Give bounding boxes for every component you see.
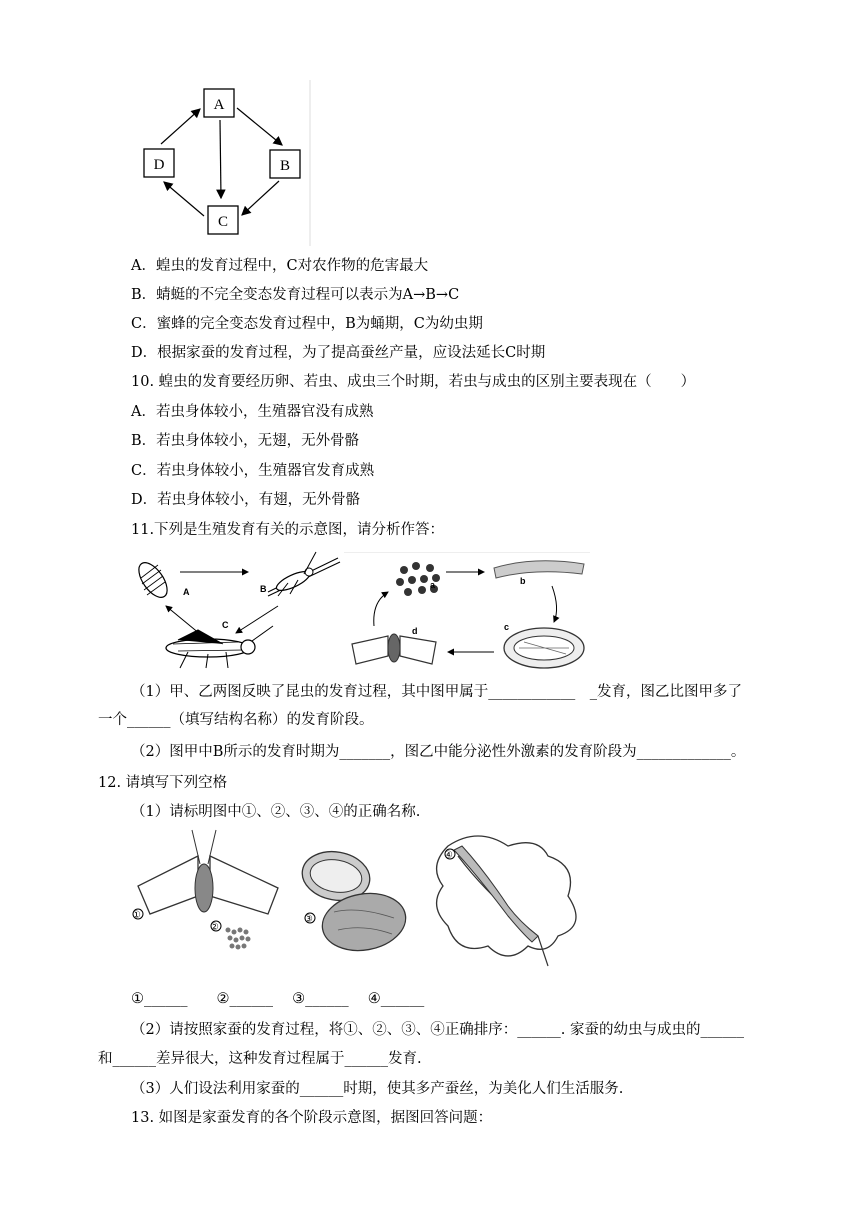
fig-label-c: C — [222, 620, 229, 630]
node-d-label: D — [153, 157, 165, 173]
q12-answer-blanks: ①______ ②______ ③______ ④______ — [131, 991, 425, 1007]
arrow-a-b — [237, 108, 282, 145]
fig-label-lower-d: d — [412, 626, 418, 636]
arrow-c-d — [164, 182, 204, 216]
egg-pod-icon — [133, 558, 172, 602]
q11-part1-line2: 一个______（填写结构名称）的发育阶段。 — [98, 712, 374, 728]
q13-stem: 13. 如图是家蚕发育的各个阶段示意图，据图回答问题： — [131, 1110, 493, 1126]
node-a-label: A — [213, 97, 225, 113]
node-c-label: C — [217, 214, 229, 230]
cycle-diagram — [134, 80, 312, 246]
label-1: ① — [132, 910, 141, 921]
q11-part2: （2）图甲中B所示的发育时期为_______，图乙中能分泌性外激素的发育阶段为_____________。 — [131, 744, 746, 760]
grasshopper-adult-icon — [166, 626, 273, 668]
node-b-label: B — [279, 158, 291, 174]
arrow-b-c — [242, 181, 279, 215]
cocoon-pupa-icon — [298, 846, 410, 956]
arrow-a-c — [220, 120, 221, 198]
fig-label-lower-c: c — [504, 622, 510, 632]
q12-part2-line1: （2）请按照家蚕的发育过程，将①、②、③、④正确排序：______. 家蚕的幼虫与成虫的______ — [131, 1022, 744, 1038]
q10-option-a: A．若虫身体较小，生殖器官没有成熟 — [131, 404, 374, 420]
silkworm-moth-icon — [352, 634, 436, 664]
node-d — [144, 149, 174, 177]
silkworm-larva-icon — [494, 561, 584, 578]
figure-silkworm-cycle — [344, 552, 592, 676]
fig-label-a: A — [183, 587, 190, 597]
fig-label-lower-b: b — [520, 576, 526, 586]
node-a — [204, 89, 234, 117]
q12-part2-line2: 和______差异很大，这种发育过程属于______发育. — [98, 1051, 422, 1067]
figure-grasshopper-cycle — [128, 548, 348, 672]
fig-label-lower-a: a — [430, 580, 436, 590]
q11-part1-line1: （1）甲、乙两图反映了昆虫的发育过程，其中图甲属于____________ _发育，图乙比图甲多了 — [131, 684, 742, 700]
q11-stem: 11.下列是生殖发育有关的示意图，请分析作答： — [131, 522, 445, 538]
cocoon-icon — [504, 628, 584, 668]
label-3: ③ — [304, 914, 313, 925]
q10-option-b: B．若虫身体较小，无翅，无外骨骼 — [131, 433, 360, 449]
q9-option-a: A．蝗虫的发育过程中，C对农作物的危害最大 — [131, 258, 429, 274]
q10-stem: 10. 蝗虫的发育要经历卵、若虫、成虫三个时期，若虫与成虫的区别主要表现在（ ） — [131, 374, 696, 390]
q12-part1: （1）请标明图中①、②、③、④的正确名称. — [131, 804, 421, 820]
silkworm-eggs-icon — [396, 562, 440, 596]
node-b — [270, 150, 300, 178]
moth-icon — [133, 830, 278, 919]
q12-part3: （3）人们设法利用家蚕的______时期，使其多产蚕丝，为美化人们生活服务. — [131, 1081, 624, 1097]
q9-option-b: B．蜻蜓的不完全变态发育过程可以表示为A→B→C — [131, 287, 460, 303]
arrow-d-a — [161, 109, 200, 144]
label-2: ② — [210, 922, 219, 933]
q12-stem: 12. 请填写下列空格 — [98, 775, 228, 791]
q9-option-d: D．根据家蚕的发育过程，为了提高蚕丝产量，应设法延长C时期 — [131, 345, 546, 361]
q9-option-c: C．蜜蜂的完全变态发育过程中，B为蛹期，C为幼虫期 — [131, 316, 483, 332]
q10-option-d: D．若虫身体较小，有翅，无外骨骼 — [131, 492, 361, 508]
label-4: ④ — [444, 850, 453, 861]
eggs-icon — [226, 928, 251, 950]
fig-label-b: B — [260, 584, 267, 594]
q10-option-c: C．若虫身体较小，生殖器官发育成熟 — [131, 463, 375, 479]
figure-silkworm-stages — [128, 826, 592, 976]
mulberry-leaf-larva-icon — [437, 836, 576, 966]
node-c — [208, 206, 238, 234]
grasshopper-nymph-icon — [268, 552, 340, 596]
